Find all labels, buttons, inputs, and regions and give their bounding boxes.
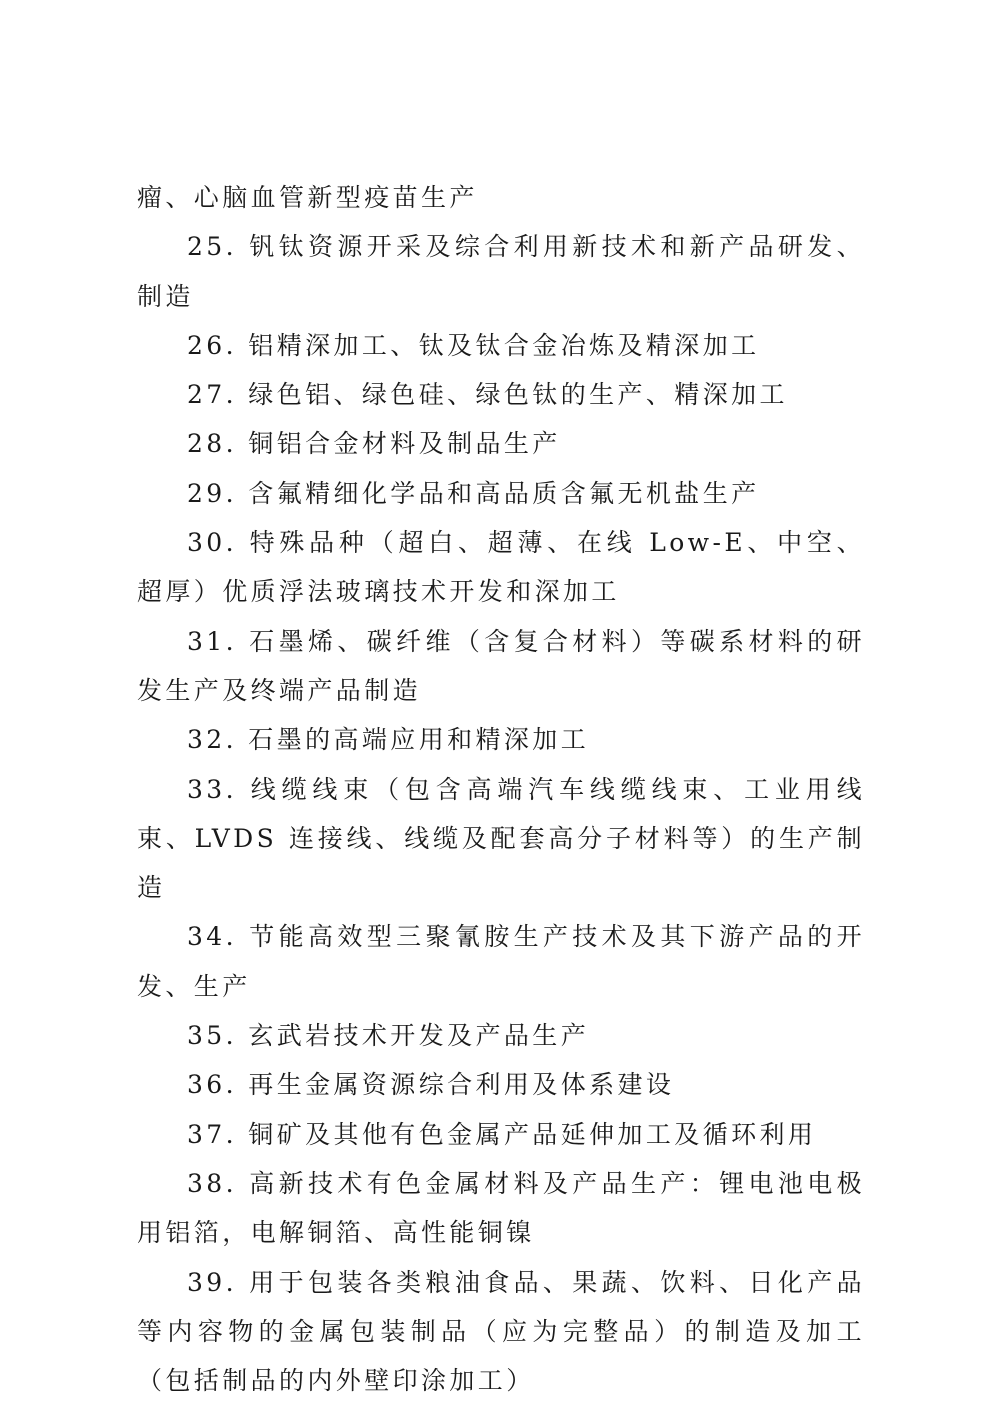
- list-item-25: 25. 钒钛资源开采及综合利用新技术和新产品研发、制造: [137, 232, 865, 311]
- list-item-34: 34. 节能高效型三聚氰胺生产技术及其下游产品的开发、生产: [137, 922, 865, 1001]
- document-body: [137, 173, 865, 1405]
- list-item-27: 27. 绿色铝、绿色硅、绿色钛的生产、精深加工: [187, 380, 788, 410]
- list-item-29: 29. 含氟精细化学品和高品质含氟无机盐生产: [187, 478, 760, 508]
- list-item-33: 33. 线缆线束（包含高端汽车线缆线束、工业用线束、LVDS 连接线、线缆及配套高分子材料等）的生产制造: [137, 774, 865, 903]
- list-item-32: 32. 石墨的高端应用和精深加工: [187, 725, 590, 755]
- list-item-36: 36. 再生金属资源综合利用及体系建设: [187, 1070, 675, 1100]
- paragraph-continuation: 瘤、心脑血管新型疫苗生产: [137, 183, 478, 212]
- list-item-37: 37. 铜矿及其他有色金属产品延伸加工及循环利用: [187, 1119, 817, 1149]
- list-item-38: 38. 高新技术有色金属材料及产品生产：锂电池电极用铝箔，电解铜箔、高性能铜镍: [137, 1168, 865, 1248]
- list-item-39: 39. 用于包装各类粮油食品、果蔬、饮料、日化产品等内容物的金属包装制品（应为完整品）的制造及加工（包括制品的内外壁印涂加工）: [137, 1267, 865, 1396]
- list-item-31: 31. 石墨烯、碳纤维（含复合材料）等碳系材料的研发生产及终端产品制造: [137, 626, 865, 705]
- list-item-26: 26. 铝精深加工、钛及钛合金冶炼及精深加工: [187, 330, 760, 360]
- list-item-30: 30. 特殊品种（超白、超薄、在线 Low-E、中空、超厚）优质浮法玻璃技术开发和深加工: [137, 528, 865, 607]
- list-item-28: 28. 铜铝合金材料及制品生产: [187, 429, 561, 459]
- list-item-35: 35. 玄武岩技术开发及产品生产: [187, 1021, 590, 1051]
